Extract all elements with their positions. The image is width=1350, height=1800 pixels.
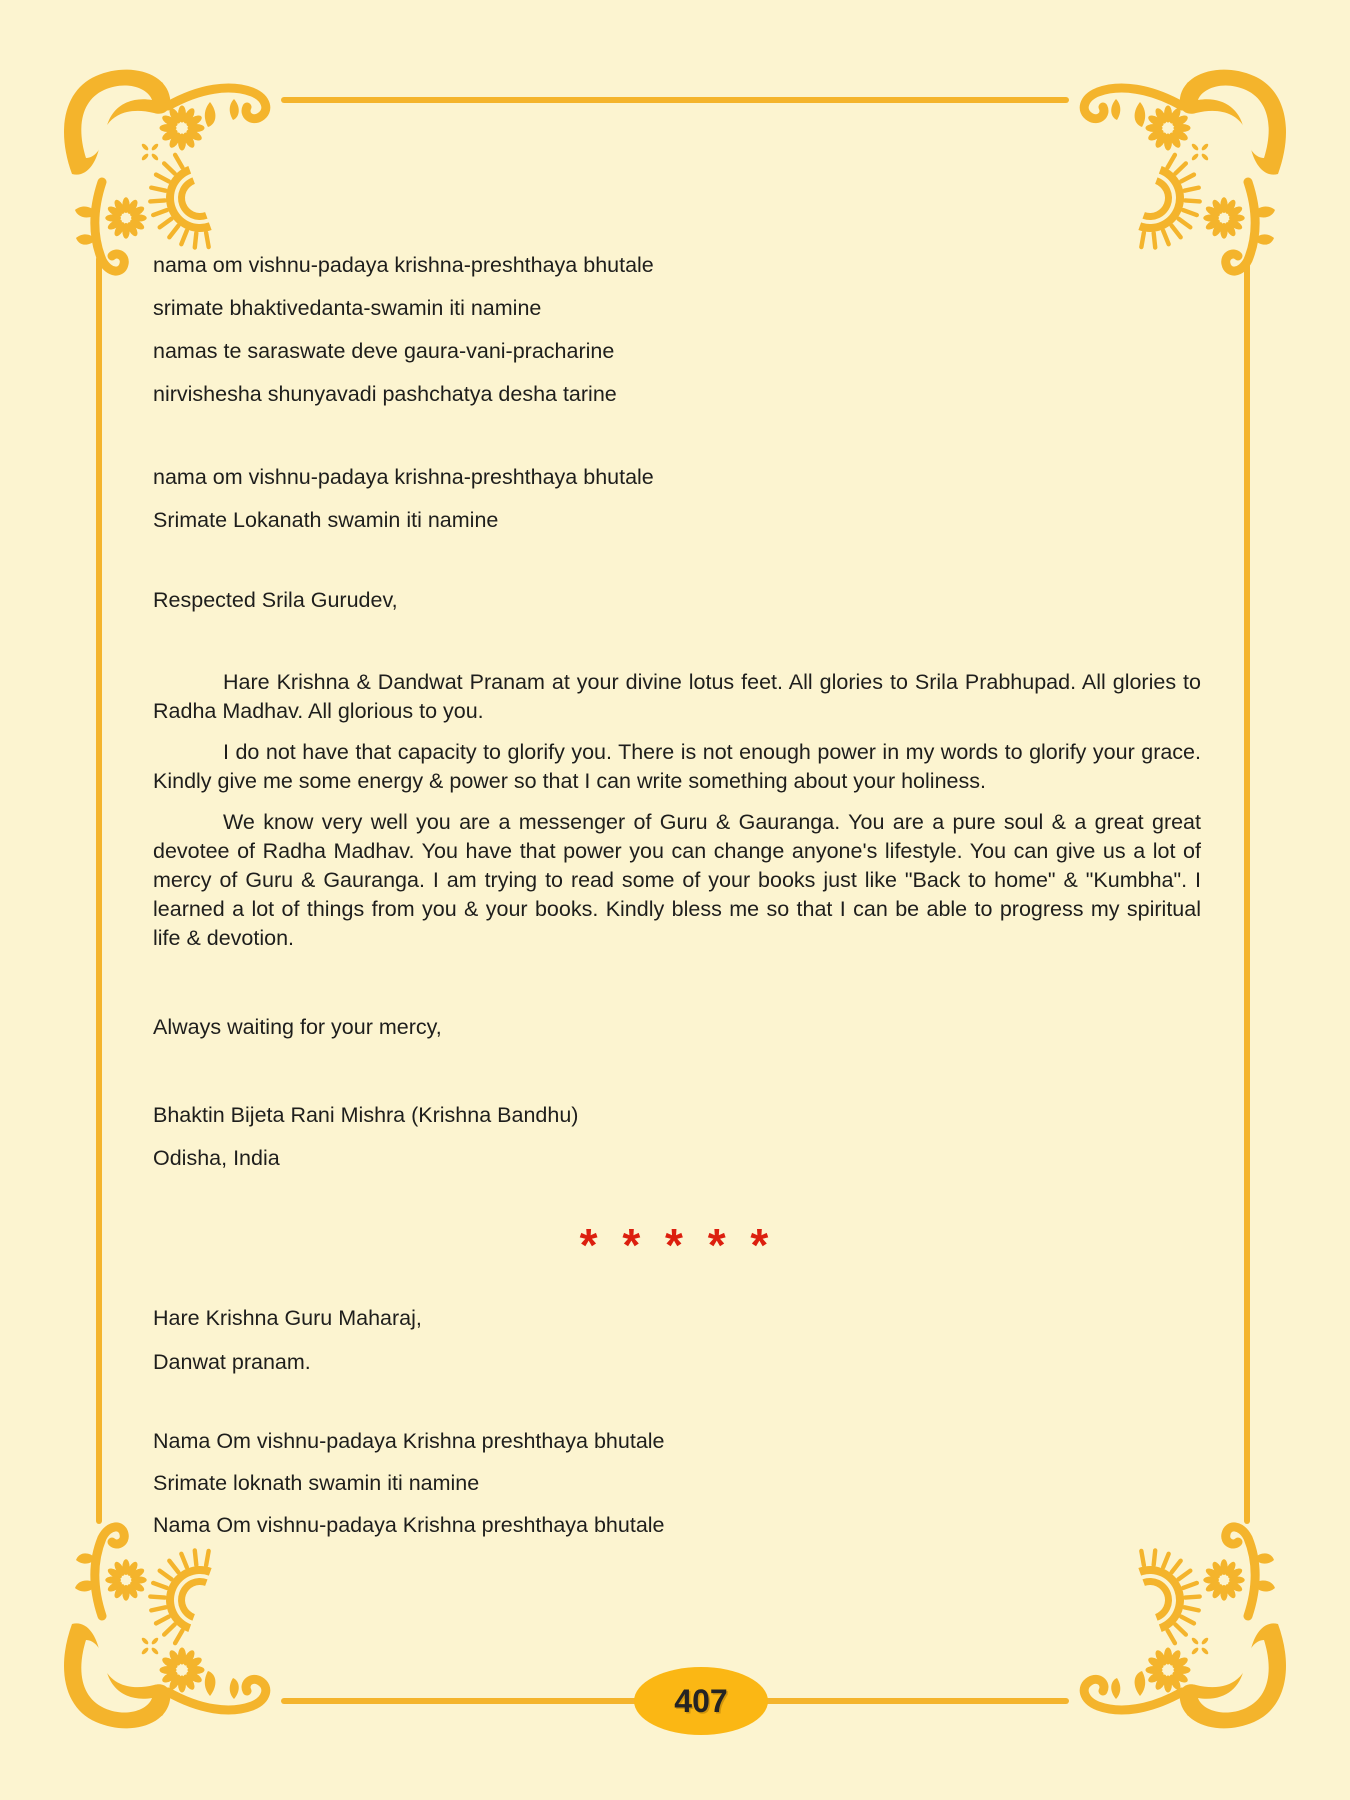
greeting-line: Danwat pranam. (153, 1350, 311, 1374)
page-number: 407 (674, 1682, 728, 1719)
asterisk-separator: * * * * * (579, 1219, 775, 1271)
frame-line-top (281, 97, 1069, 103)
mantra-line: Nama Om vishnu-padaya Krishna preshthaya bhutale (153, 1513, 665, 1537)
letter2-greeting (153, 1296, 1201, 1384)
paragraph: Hare Krishna & Dandwat Pranam at your divine lotus feet. All glories to Srila Prabhupad. All glories to Radha Madhav. All glorious to you. (153, 670, 1201, 723)
mantra-line: Srimate Lokanath swamin iti namine (153, 508, 499, 532)
mantra-line: Srimate loknath swamin iti namine (153, 1471, 480, 1495)
paragraph: We know very well you are a messenger of Guru & Gauranga. You are a pure soul & a great great devotee of Radha Madhav. You have that power you can change anyone's lifestyle. You can give us a lot of mercy of Guru & Gauranga. I am trying to read some of your books just like "Back to home" & "Kumbha". I learned a lot of things from you & your books. Kindly bless me so that I can be able to progress my spiritual life & devotion. (153, 810, 1201, 950)
closing-line: Always waiting for your mercy, (153, 1015, 442, 1039)
signature-place: Odisha, India (153, 1146, 280, 1170)
mantra-line: nama om vishnu-padaya krishna-preshthaya bhutale (153, 253, 654, 277)
mantra-line: nirvishesha shunyavadi pashchatya desha tarine (153, 382, 617, 406)
salutation: Respected Srila Gurudev, (153, 588, 398, 612)
frame-line-right (1244, 256, 1250, 1524)
frame-line-left (96, 256, 102, 1524)
mantra-line: nama om vishnu-padaya krishna-preshthaya bhutale (153, 465, 654, 489)
mantra-line: namas te saraswate deve gaura-vani-pracharine (153, 339, 615, 363)
page-number-badge (634, 1667, 768, 1735)
letter2-mantra (153, 1420, 1201, 1546)
mantra-verse-1 (153, 244, 1201, 416)
mantra-verse-2 (153, 456, 1201, 542)
signature (153, 1094, 1201, 1180)
paragraph: I do not have that capacity to glorify you. There is not enough power in my words to glorify your grace. Kindly give me some energy & power so that I can write something about your holiness. (153, 740, 1201, 793)
mantra-line: srimate bhaktivedanta-swamin iti namine (153, 296, 542, 320)
letter-body (153, 668, 1201, 965)
mantra-line: Nama Om vishnu-padaya Krishna preshthaya bhutale (153, 1429, 665, 1453)
signature-name: Bhaktin Bijeta Rani Mishra (Krishna Bandhu) (153, 1103, 579, 1127)
greeting-line: Hare Krishna Guru Maharaj, (153, 1306, 422, 1330)
